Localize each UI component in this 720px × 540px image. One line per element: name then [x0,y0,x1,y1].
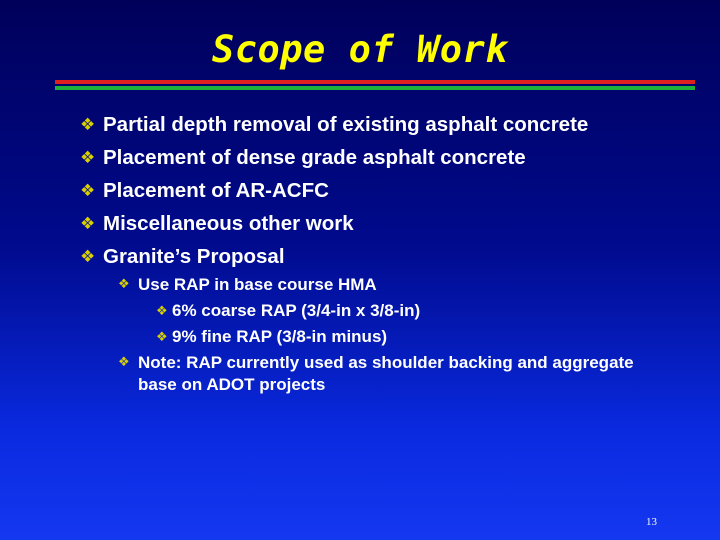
slide-title: Scope of Work [211,28,509,71]
diamond-bullet-icon: ❖ [80,180,96,201]
sub-bullet-text: Use RAP in base course HMA [138,275,377,294]
diamond-bullet-icon: ❖ [156,303,168,319]
bullet-text: Miscellaneous other work [103,211,354,235]
bullet-item [80,108,588,141]
sub-bullet-item [118,274,638,296]
diamond-bullet-icon: ❖ [80,114,96,135]
diamond-bullet-icon: ❖ [156,329,168,345]
sub-bullet-list [118,274,638,400]
bullet-list [80,108,588,273]
sub-sub-bullet-text: 9% fine RAP (3/8-in minus) [172,327,388,346]
sub-bullet-text: Note: RAP currently used as shoulder backing and aggregate base on ADOT projects [138,353,634,394]
bullet-text: Placement of dense grade asphalt concrete [103,145,526,169]
title-rule-red [55,80,695,84]
title-rule-green [55,86,695,90]
sub-sub-bullet-item [156,326,638,348]
sub-sub-bullet-text: 6% coarse RAP (3/4-in x 3/8-in) [172,301,421,320]
bullet-item [80,141,588,174]
diamond-bullet-icon: ❖ [80,246,96,267]
page-number: 13 [646,516,657,528]
diamond-bullet-icon: ❖ [80,213,96,234]
bullet-text: Granite’s Proposal [103,244,285,268]
bullet-text: Placement of AR-ACFC [103,178,329,202]
sub-bullet-item [118,352,638,396]
bullet-text: Partial depth removal of existing asphalt concrete [103,112,589,136]
bullet-item [80,207,588,240]
diamond-bullet-icon: ❖ [80,147,96,168]
bullet-item [80,240,588,273]
bullet-item [80,174,588,207]
diamond-bullet-icon: ❖ [118,277,130,292]
diamond-bullet-icon: ❖ [118,355,130,370]
sub-sub-bullet-item [156,300,638,322]
